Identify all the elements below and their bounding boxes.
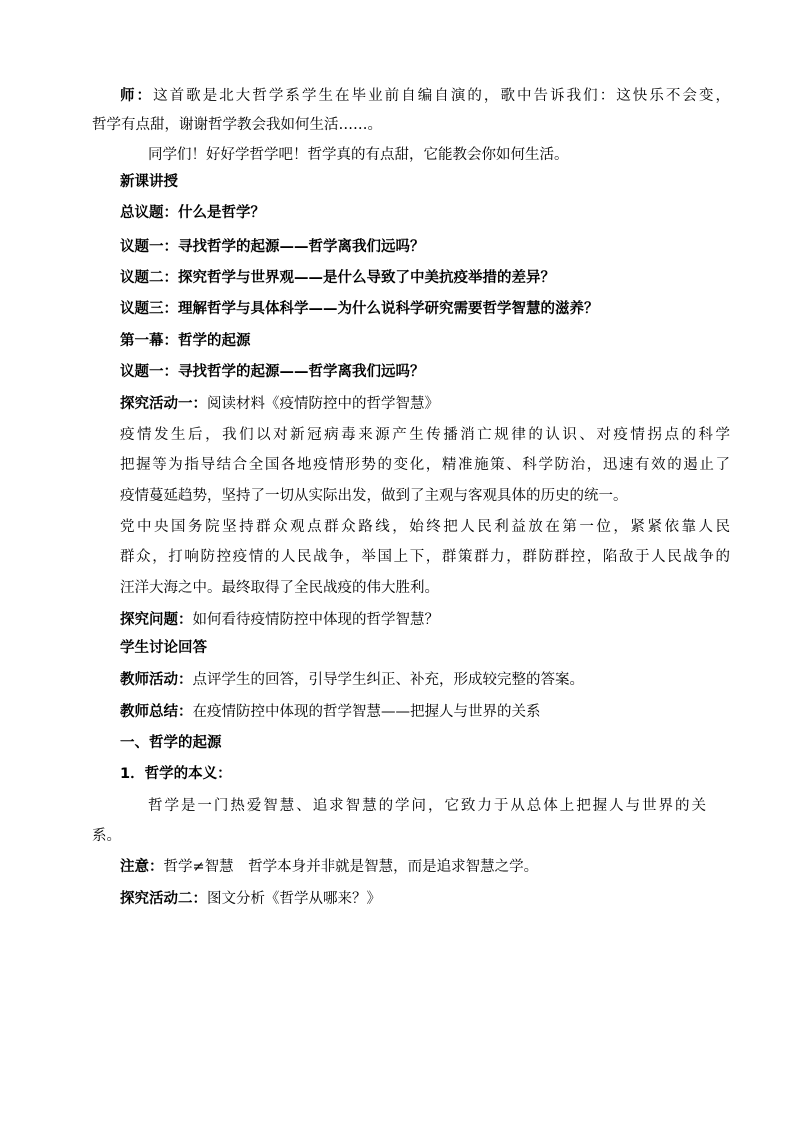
section-1-1-heading: 1．哲学的本义： [120, 766, 232, 782]
note [120, 857, 538, 877]
teacher-intro-text-1: 这首歌是北大哲学系学生在毕业前自编自演的，歌中告诉我们：这快乐不会变， [153, 88, 731, 104]
teacher-activity-text: 点评学生的回答，引导学生纠正、补充，形成较完整的答案。 [192, 672, 584, 688]
heading-topic-1: 议题一：寻找哲学的起源——哲学离我们远吗？ [120, 239, 425, 255]
teacher-activity [120, 670, 584, 690]
note-text: 哲学≠智慧 哲学本身并非就是智慧，而是追求智慧之学。 [163, 859, 539, 875]
encouragement-text: 同学们！好好学哲学吧！哲学真的有点甜，它能教会你如何生活。 [148, 147, 569, 163]
section-1-heading: 一、哲学的起源 [120, 735, 222, 751]
heading-act-1: 第一幕：哲学的起源 [120, 333, 251, 349]
heading-student-discussion: 学生讨论回答 [120, 640, 207, 656]
teacher-label: 师： [120, 88, 154, 104]
teacher-summary-text: 在疫情防控中体现的哲学智慧——把握人与世界的关系 [192, 704, 541, 720]
activity-2-label: 探究活动二： [120, 891, 207, 907]
paragraph-b-line-2: 群众，打响防控疫情的人民战争，举国上下，群策群力，群防群控，陷敌于人民战争的 [120, 549, 730, 565]
teacher-summary-label: 教师总结： [120, 704, 193, 720]
teacher-summary [120, 702, 541, 722]
heading-topic-3: 议题三：理解哲学与具体科学——为什么说科学研究需要哲学智慧的滋养？ [120, 301, 599, 317]
activity-1 [120, 394, 439, 414]
paragraph-b-line-1: 党中央国务院坚持群众观点群众路线，始终把人民利益放在第一位，紧紧依靠人民 [120, 519, 730, 535]
activity-1-text: 阅读材料《疫情防控中的哲学智慧》 [207, 396, 439, 412]
inquiry-question-label: 探究问题： [120, 612, 193, 628]
definition-line-2: 系。 [92, 828, 121, 844]
heading-main-topic: 总议题：什么是哲学？ [120, 205, 265, 221]
paragraph-a-line-3: 疫情蔓延趋势，坚持了一切从实际出发，做到了主观与客观具体的历史的统一。 [120, 488, 628, 504]
definition-line-1: 哲学是一门热爱智慧、追求智慧的学问，它致力于从总体上把握人与世界的关 [148, 798, 706, 814]
paragraph-a-line-2: 把握等为指导结合全国各地疫情形势的变化，精准施策、科学防治，迅速有效的遏止了 [120, 457, 730, 473]
teacher-intro-line-1 [120, 86, 730, 106]
activity-2 [120, 889, 381, 909]
heading-topic-2: 议题二：探究哲学与世界观——是什么导致了中美抗疫举措的差异？ [120, 270, 555, 286]
heading-topic-1-repeat: 议题一：寻找哲学的起源——哲学离我们远吗？ [120, 364, 425, 380]
activity-1-label: 探究活动一： [120, 396, 207, 412]
paragraph-b-line-3: 汪洋大海之中。最终取得了全民战疫的伟大胜利。 [120, 580, 439, 596]
paragraph-a-line-1: 疫情发生后，我们以对新冠病毒来源产生传播消亡规律的认识、对疫情拐点的科学 [120, 427, 730, 443]
teacher-activity-label: 教师活动： [120, 672, 193, 688]
teacher-intro-line-2: 哲学有点甜，谢谢哲学教会我如何生活……。 [92, 117, 382, 133]
inquiry-question [120, 610, 439, 630]
activity-2-text: 图文分析《哲学从哪来？》 [207, 891, 381, 907]
heading-new-lesson: 新课讲授 [120, 174, 178, 190]
note-label: 注意： [120, 859, 164, 875]
inquiry-question-text: 如何看待疫情防控中体现的哲学智慧？ [192, 612, 439, 628]
